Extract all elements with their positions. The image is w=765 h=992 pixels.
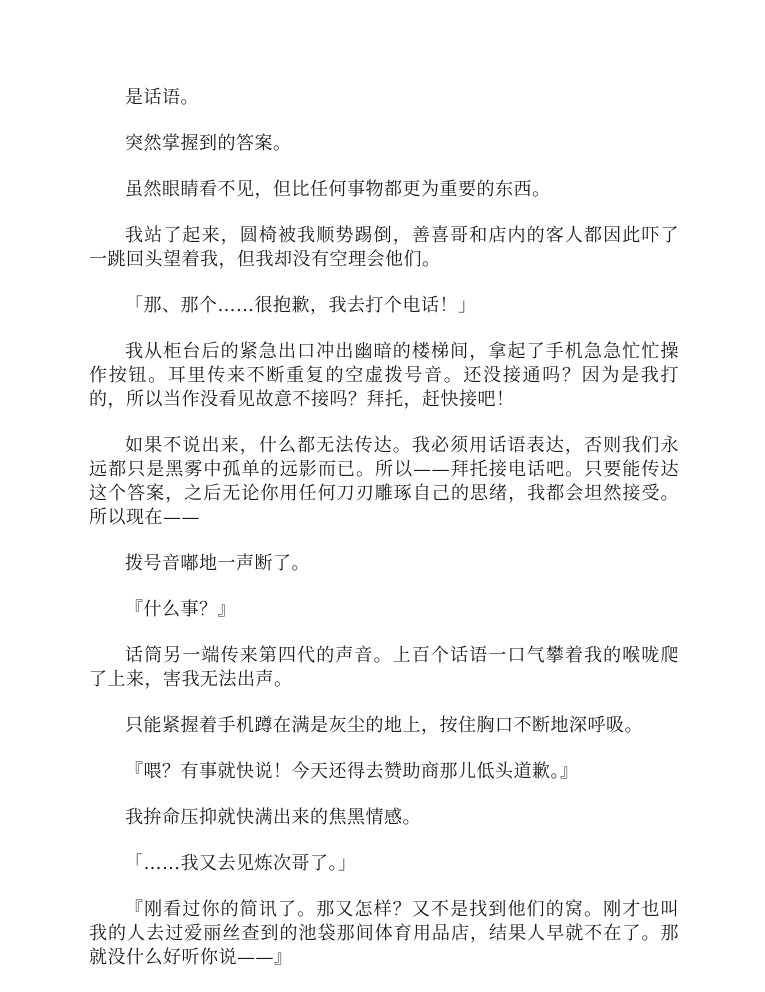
paragraph: 虽然眼睛看不见，但比任何事物都更为重要的东西。 [125, 179, 551, 200]
paragraph: 只能紧握着手机蹲在满是灰尘的地上，按住胸口不断地深呼吸。 [125, 715, 643, 736]
paragraph: 我拚命压抑就快满出来的焦黑情感。 [125, 807, 421, 828]
paragraph: 话筒另一端传来第四代的声音。上百个话语一口气攀着我的喉咙爬了上来，害我无法出声。 [89, 645, 679, 690]
paragraph: 「那、那个……很抱歉，我去打个电话！」 [125, 295, 477, 316]
paragraph: 突然掌握到的答案。 [125, 133, 292, 154]
paragraph: 如果不说出来，什么都无法传达。我必须用话语表达，否则我们永远都只是黑雾中孤单的远影而已。所以——拜托接电话吧。只要能传达这个答案，之后无论你用任何刀刃雕琢自己的思绪，我都会坦然接受。所以现在—— [89, 435, 679, 528]
paragraph: 是话语。 [125, 87, 199, 108]
paragraph: 『什么事？』 [125, 599, 236, 620]
paragraph: 我从柜台后的紧急出口冲出幽暗的楼梯间，拿起了手机急急忙忙操作按钮。耳里传来不断重复的空虚拨号音。还没接通吗？因为是我打的，所以当作没看见故意不接吗？拜托，赶快接吧！ [89, 341, 679, 410]
paragraph: 拨号音嘟地一声断了。 [125, 553, 310, 574]
paragraph: 『刚看过你的简讯了。那又怎样？又不是找到他们的窝。刚才也叫我的人去过爱丽丝查到的池袋那间体育用品店，结果人早就不在了。那就没什么好听你说——』 [89, 899, 679, 968]
paragraph: 我站了起来，圆椅被我顺势踢倒，善喜哥和店内的客人都因此吓了一跳回头望着我，但我却没有空理会他们。 [89, 225, 679, 270]
paragraph: 『喂？有事就快说！今天还得去赞助商那儿低头道歉。』 [125, 761, 579, 782]
paragraph: 「……我又去见炼次哥了。」 [125, 853, 357, 874]
text-body [89, 86, 679, 992]
